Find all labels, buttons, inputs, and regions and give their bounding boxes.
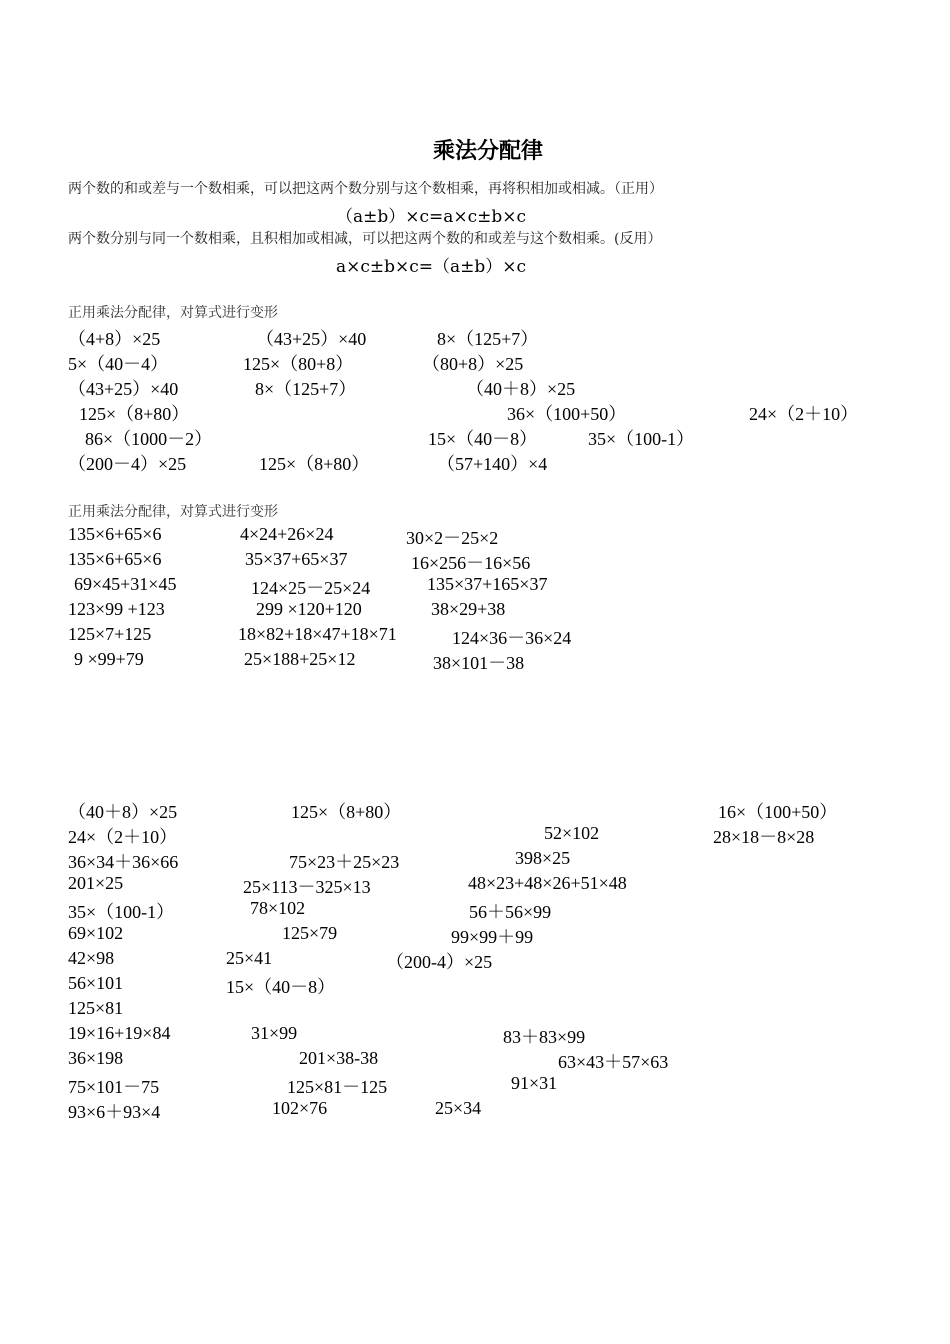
exercise: 19×16+19×84 <box>68 1023 171 1043</box>
exercise: （4+8）×25 <box>68 329 161 349</box>
exercise: 31×99 <box>251 1023 298 1043</box>
exercise: 83＋83×99 <box>503 1027 586 1047</box>
exercise: 91×31 <box>511 1073 558 1093</box>
exercise: 24×（2＋10） <box>749 404 859 424</box>
exercise: 36×34＋36×66 <box>68 852 179 872</box>
exercise: 16×256－16×56 <box>411 553 531 573</box>
exercise: 8×（125+7） <box>437 329 539 349</box>
exercise: 36×（100+50） <box>507 404 627 424</box>
exercise: 86×（1000－2） <box>85 429 213 449</box>
exercise: 125×81 <box>68 998 124 1018</box>
exercise: （200－4）×25 <box>68 454 187 474</box>
exercise: 135×6+65×6 <box>68 524 162 544</box>
exercise: 99×99＋99 <box>451 927 534 947</box>
exercise: 56×101 <box>68 973 124 993</box>
exercise: 56＋56×99 <box>469 902 552 922</box>
exercise: （80+8）×25 <box>422 354 524 374</box>
exercise: 125×7+125 <box>68 624 152 644</box>
exercise: 299 ×120+120 <box>256 599 362 619</box>
exercise: 15×（40－8） <box>226 977 336 997</box>
exercise: 125×81－125 <box>287 1077 388 1097</box>
exercise: 38×29+38 <box>431 599 506 619</box>
rule-forward-text: 两个数的和或差与一个数相乘，可以把这两个数分别与这个数相乘，再将积相加或相减。（正用） <box>68 181 663 197</box>
exercise: （43+25）×40 <box>256 329 367 349</box>
exercise: 35×（100-1） <box>68 902 175 922</box>
exercise: 201×25 <box>68 873 124 893</box>
section1-header: 正用乘法分配律，对算式进行变形 <box>68 305 278 321</box>
exercise: 69×45+31×45 <box>74 574 177 594</box>
exercise: 30×2－25×2 <box>406 528 499 548</box>
exercise: 398×25 <box>515 848 571 868</box>
exercise: 8×（125+7） <box>255 379 357 399</box>
rule-forward-formula: （a±b）×c=a×c±b×c <box>336 207 527 227</box>
exercise: 25×188+25×12 <box>244 649 356 669</box>
exercise: 93×6＋93×4 <box>68 1102 161 1122</box>
exercise: （57+140）×4 <box>437 454 548 474</box>
exercise: 35×（100-1） <box>588 429 695 449</box>
exercise: 9 ×99+79 <box>74 649 144 669</box>
exercise: 28×18－8×28 <box>713 827 815 847</box>
exercise: （40＋8）×25 <box>68 802 178 822</box>
exercise: 35×37+65×37 <box>245 549 348 569</box>
exercise: 42×98 <box>68 948 115 968</box>
exercise: 52×102 <box>544 823 600 843</box>
exercise: 135×6+65×6 <box>68 549 162 569</box>
exercise: 25×34 <box>435 1098 482 1118</box>
rule-reverse-text: 两个数分别与同一个数相乘，且积相加或相减，可以把这两个数的和或差与这个数相乘。(反用） <box>68 231 662 247</box>
exercise: 102×76 <box>272 1098 328 1118</box>
exercise: 16×（100+50） <box>718 802 838 822</box>
page-title: 乘法分配律 <box>433 139 544 164</box>
exercise: 15×（40－8） <box>428 429 538 449</box>
exercise: 4×24+26×24 <box>240 524 334 544</box>
exercise: 5×（40－4） <box>68 354 169 374</box>
exercise: 25×113－325×13 <box>243 877 371 897</box>
exercise: 18×82+18×47+18×71 <box>238 624 397 644</box>
exercise: 48×23+48×26+51×48 <box>468 873 627 893</box>
rule-reverse-formula: a×c±b×c=（a±b）×c <box>336 257 527 277</box>
exercise: 123×99 +123 <box>68 599 165 619</box>
exercise: 36×198 <box>68 1048 124 1068</box>
exercise: 63×43＋57×63 <box>558 1052 669 1072</box>
exercise: 78×102 <box>250 898 306 918</box>
exercise: （40＋8）×25 <box>466 379 576 399</box>
exercise: 24×（2＋10） <box>68 827 178 847</box>
exercise: 124×25－25×24 <box>251 578 371 598</box>
exercise: 125×（8+80） <box>291 802 402 822</box>
exercise: （43+25）×40 <box>68 379 179 399</box>
exercise: 125×79 <box>282 923 338 943</box>
exercise: （200-4）×25 <box>386 952 493 972</box>
exercise: 75×23＋25×23 <box>289 852 400 872</box>
exercise: 135×37+165×37 <box>427 574 548 594</box>
exercise: 38×101－38 <box>433 653 525 673</box>
exercise: 125×（8+80） <box>259 454 370 474</box>
exercise: 69×102 <box>68 923 124 943</box>
exercise: 201×38-38 <box>299 1048 379 1068</box>
exercise: 125×（8+80） <box>79 404 190 424</box>
exercise: 75×101－75 <box>68 1077 160 1097</box>
section2-header: 正用乘法分配律，对算式进行变形 <box>68 504 278 520</box>
exercise: 125×（80+8） <box>243 354 354 374</box>
exercise: 25×41 <box>226 948 273 968</box>
exercise: 124×36－36×24 <box>452 628 572 648</box>
